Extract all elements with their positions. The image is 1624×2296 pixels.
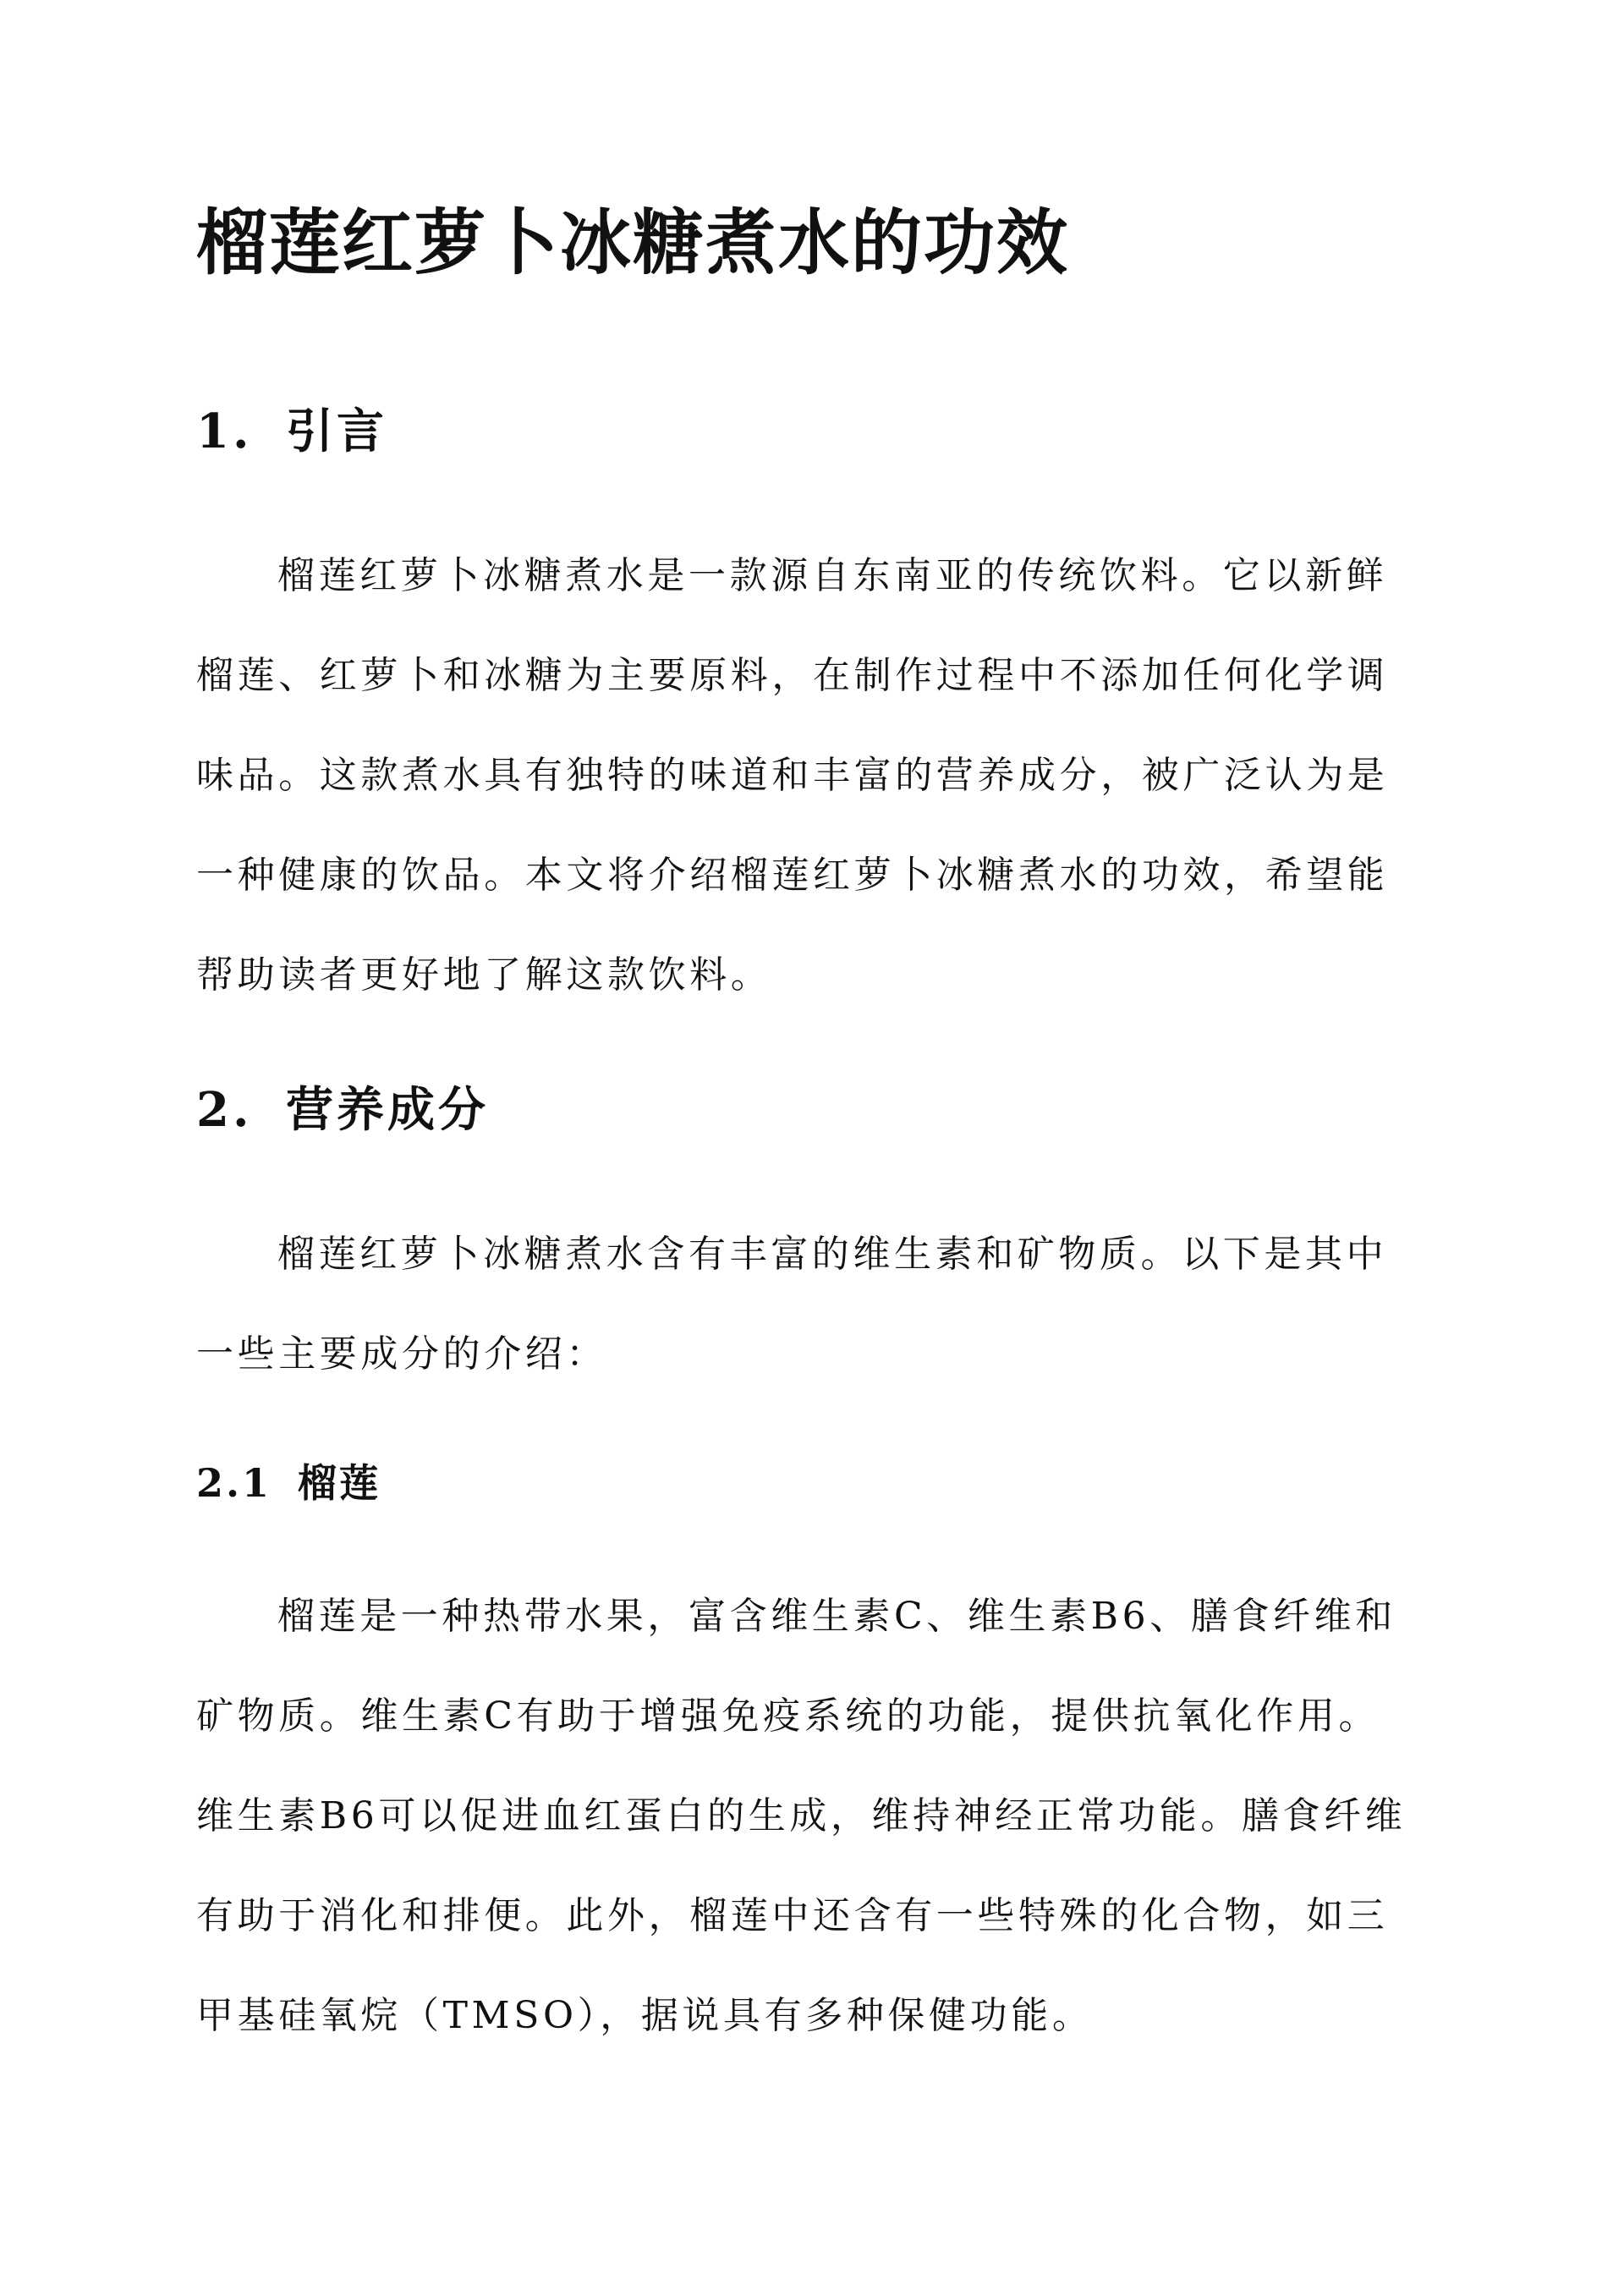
section-1-heading bbox=[196, 398, 387, 465]
paragraph-line: 帮助读者更好地了解这款饮料。 bbox=[196, 953, 772, 997]
section-2-heading bbox=[196, 1076, 489, 1144]
paragraph-line: 一种健康的饮品。本文将介绍榴莲红萝卜冰糖煮水的功效，希望能 bbox=[196, 854, 1389, 897]
paragraph-line: 榴莲、红萝卜和冰糖为主要原料，在制作过程中不添加任何化学调 bbox=[196, 654, 1389, 697]
paragraph-line: 一些主要成分的介绍： bbox=[196, 1332, 607, 1376]
section-2-paragraph bbox=[196, 1205, 1431, 1404]
paragraph-line: 维生素B6可以促进血红蛋白的生成，维持神经正常功能。膳食纤维 bbox=[196, 1794, 1407, 1837]
section-2-1-number: 2.1 bbox=[196, 1460, 272, 1506]
paragraph-line: 榴莲红萝卜冰糖煮水含有丰富的维生素和矿物质。以下是其中 bbox=[277, 1233, 1388, 1276]
paragraph-line: 甲基硅氧烷（TMSO），据说具有多种保健功能。 bbox=[196, 1994, 1094, 2037]
paragraph-line: 有助于消化和排便。此外，榴莲中还含有一些特殊的化合物，如三 bbox=[196, 1894, 1389, 1937]
section-1-paragraph bbox=[196, 526, 1431, 1025]
paragraph-line: 榴莲红萝卜冰糖煮水是一款源自东南亚的传统饮料。它以新鲜 bbox=[277, 554, 1388, 597]
section-1-title: 引言 bbox=[286, 404, 387, 459]
section-2-1-heading bbox=[196, 1453, 381, 1513]
section-2-1-paragraph bbox=[196, 1567, 1431, 2066]
document-title: 榴莲红萝卜冰糖煮水的功效 bbox=[196, 200, 1070, 284]
paragraph-line: 味品。这款煮水具有独特的味道和丰富的营养成分，被广泛认为是 bbox=[196, 754, 1389, 797]
paragraph-line: 矿物质。维生素C有助于增强免疫系统的功能，提供抗氧化作用。 bbox=[196, 1695, 1380, 1738]
section-2-number: 2. bbox=[196, 1082, 253, 1138]
section-2-title: 营养成分 bbox=[286, 1082, 489, 1138]
section-2-1-title: 榴莲 bbox=[298, 1460, 381, 1506]
section-1-number: 1. bbox=[196, 404, 253, 459]
paragraph-line: 榴莲是一种热带水果，富含维生素C、维生素B6、膳食纤维和 bbox=[277, 1595, 1396, 1638]
